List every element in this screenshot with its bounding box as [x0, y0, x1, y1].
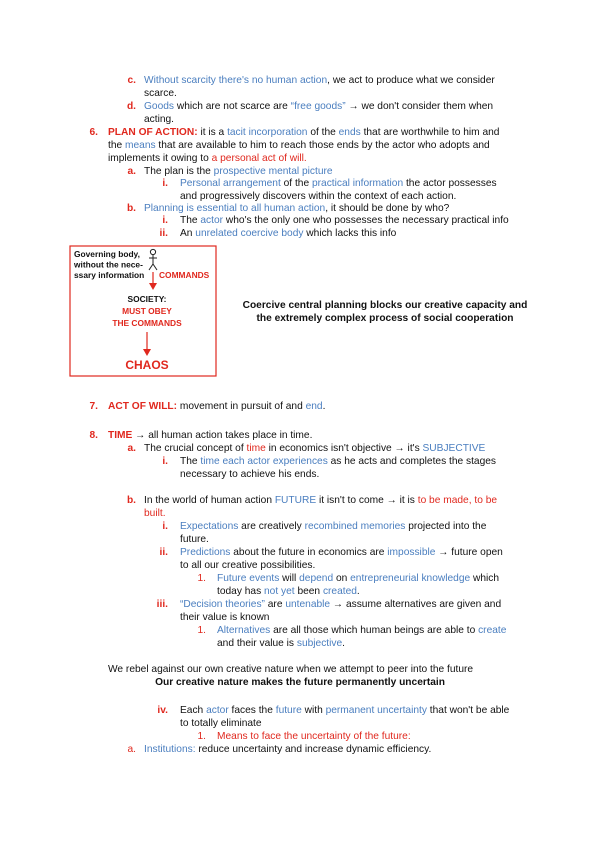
list-marker: 1.	[197, 573, 206, 584]
list-marker: d.	[126, 101, 136, 112]
red-text: Means to face the uncertainty of the future:	[217, 731, 411, 742]
list-marker: i.	[162, 178, 168, 189]
highlight-text: time each actor experiences	[200, 456, 328, 467]
text: .	[322, 401, 326, 412]
text: → all human action takes place in time.	[132, 430, 313, 441]
text: , we act to produce what we consider	[327, 75, 495, 86]
highlight-text: end	[305, 401, 323, 412]
text: necessary to achieve his ends.	[180, 469, 320, 480]
highlight-text: Without scarcity there's no human action	[144, 75, 328, 86]
highlight-text: FUTURE	[274, 495, 317, 506]
text: in economics isn't objective → it's	[265, 443, 423, 454]
highlight-text: Institutions:	[144, 744, 196, 755]
highlight-text: SUBJECTIVE	[422, 443, 486, 454]
list-item-8b	[144, 494, 554, 520]
text: are	[264, 599, 286, 610]
text: → future open	[435, 547, 503, 558]
person-icon-leg-right	[153, 264, 157, 270]
highlight-text: “Decision theories”	[180, 599, 265, 610]
list-item-6ai	[180, 177, 550, 203]
commands-label: COMMANDS	[159, 270, 210, 280]
person-icon-leg-left	[149, 264, 153, 270]
caption-line: Coercive central planning blocks our creative capacity and	[242, 300, 528, 311]
text: movement in pursuit of and	[177, 401, 306, 412]
highlight-text: actor	[200, 215, 224, 226]
highlight-text: ends	[338, 127, 361, 138]
list-item-8ai	[180, 455, 550, 481]
highlight-text: Predictions	[180, 547, 231, 558]
text: are creatively	[238, 521, 305, 532]
text: Each	[180, 705, 207, 716]
list-marker: a.	[127, 443, 136, 454]
list-item-8biv1	[217, 730, 557, 743]
governing-line1: Governing body,	[74, 249, 140, 259]
list-item-d	[144, 100, 544, 126]
list-item-8biii	[180, 598, 550, 624]
text: scarce.	[144, 88, 177, 99]
section-title: ACT OF WILL:	[108, 401, 178, 412]
text: .	[356, 586, 360, 597]
text: → assume alternatives are given and	[330, 599, 502, 610]
text: The	[180, 215, 201, 226]
highlight-text: Planning is essential to all human action	[144, 203, 326, 214]
list-item-8	[108, 429, 548, 442]
list-item-8biv	[180, 704, 560, 730]
text: and progressively discovers within the context of each action.	[180, 191, 457, 202]
rebel-statement: We rebel against our own creative nature when we attempt to peer into the future	[108, 664, 474, 675]
list-item-8bii1	[217, 572, 557, 598]
list-marker: 8.	[89, 430, 98, 441]
highlight-text: “free goods”	[290, 101, 346, 112]
text: → we don't consider them when	[345, 101, 494, 112]
text: about the future in economics are	[230, 547, 388, 558]
highlight-text: Future events	[217, 573, 280, 584]
text: which lacks this info	[303, 228, 397, 239]
highlight-text: create	[478, 625, 507, 636]
list-item-6	[108, 126, 548, 165]
text: which	[470, 573, 500, 584]
highlight-text: untenable	[285, 599, 331, 610]
text: future.	[180, 534, 209, 545]
highlight-text: Goods	[144, 101, 175, 112]
text: of the	[307, 127, 339, 138]
list-marker: i.	[162, 521, 168, 532]
governing-line3: ssary information	[74, 270, 145, 280]
highlight-text: unrelated coercive body	[195, 228, 304, 239]
text: and their value is	[217, 638, 297, 649]
list-marker: i.	[162, 215, 168, 226]
list-item-institutions	[144, 743, 554, 756]
diagram-caption	[222, 299, 548, 325]
must-obey-label: MUST OBEY	[122, 306, 172, 316]
red-text: a personal act of will.	[211, 153, 307, 164]
text: that are available to him to reach those ends by the actor who adopts and	[155, 140, 490, 151]
person-icon	[150, 249, 155, 254]
highlight-text: not yet	[264, 586, 295, 597]
list-item-6bii	[180, 227, 560, 240]
highlight-text: future	[275, 705, 302, 716]
list-marker: c.	[127, 75, 136, 86]
highlight-text: prospective mental picture	[213, 166, 333, 177]
text: with	[301, 705, 326, 716]
arrow-head-icon	[143, 349, 151, 356]
text: projected into the	[405, 521, 487, 532]
list-item-8bi	[180, 520, 550, 546]
section-title: PLAN OF ACTION:	[108, 127, 198, 138]
caption-line: the extremely complex process of social cooperation	[256, 313, 514, 324]
governing-line2: without the nece-	[74, 259, 143, 270]
list-marker: i.	[162, 456, 168, 467]
text: that won't be able	[426, 705, 510, 716]
list-marker: a.	[127, 744, 136, 755]
text: on	[333, 573, 351, 584]
list-item-7	[108, 400, 548, 413]
list-marker: ii.	[159, 547, 168, 558]
highlight-text: actor	[206, 705, 229, 716]
text: who's the only one who possesses the necessary practical info	[223, 215, 509, 226]
text: will	[279, 573, 300, 584]
text: today has	[217, 586, 265, 597]
text: of the	[280, 178, 312, 189]
text: .	[342, 638, 346, 649]
text: it is a	[197, 127, 228, 138]
text: their value is known	[180, 612, 270, 623]
text: which are not scarce are	[174, 101, 291, 112]
list-item-8a	[144, 442, 554, 455]
highlight-text: depend	[299, 573, 334, 584]
highlight-text: Personal arrangement	[180, 178, 281, 189]
text: the	[108, 140, 125, 151]
text: The plan is the	[144, 166, 214, 177]
list-item-8biii1	[217, 624, 557, 650]
red-text: built.	[144, 508, 166, 519]
text: The crucial concept of	[144, 443, 247, 454]
text: as he acts and completes the stages	[327, 456, 497, 467]
highlight-text: entrepreneurial knowledge	[350, 573, 471, 584]
section-title: TIME	[108, 430, 133, 441]
highlight-text: impossible	[387, 547, 436, 558]
text: been	[294, 586, 323, 597]
highlight-text: Alternatives	[217, 625, 271, 636]
text: are all those which human beings are able to	[270, 625, 479, 636]
list-marker: iii.	[156, 599, 168, 610]
text: An	[180, 228, 196, 239]
text: that are worthwhile to him and	[360, 127, 500, 138]
text: the actor possesses	[403, 178, 497, 189]
list-marker: a.	[127, 166, 136, 177]
list-marker: b.	[126, 495, 136, 506]
highlight-text: subjective	[296, 638, 343, 649]
chaos-label: CHAOS	[125, 358, 169, 372]
list-marker: 6.	[89, 127, 98, 138]
text: acting.	[144, 114, 175, 125]
list-marker: 1.	[197, 625, 206, 636]
highlight-text: recombined memories	[304, 521, 406, 532]
list-marker: 7.	[89, 401, 98, 412]
text: implements it owing to	[108, 153, 212, 164]
red-text: to be made, to be	[417, 495, 498, 506]
list-item-c	[144, 74, 544, 100]
text: faces the	[228, 705, 276, 716]
society-label: SOCIETY:	[127, 294, 167, 304]
text: to all our creative possibilities.	[180, 560, 316, 571]
chaos-diagram	[68, 244, 220, 378]
highlight-text: means	[125, 140, 156, 151]
text: In the world of human action	[144, 495, 275, 506]
list-marker: iv.	[157, 705, 168, 716]
text: , it should be done by who?	[325, 203, 450, 214]
uncertain-statement: Our creative nature makes the future permanently uncertain	[155, 677, 445, 688]
text: it isn't to come → it is	[316, 495, 418, 506]
arrow-head-icon	[149, 283, 157, 290]
text: reduce uncertainty and increase dynamic efficiency.	[195, 744, 432, 755]
highlight-text: tacit incorporation	[227, 127, 308, 138]
list-item-8bii	[180, 546, 550, 572]
list-item-6bi	[180, 214, 560, 227]
commands-obey-label: THE COMMANDS	[112, 318, 182, 328]
red-text: time	[246, 443, 266, 454]
highlight-text: Expectations	[180, 521, 239, 532]
list-marker: ii.	[159, 228, 168, 239]
highlight-text: permanent uncertainty	[325, 705, 427, 716]
text: The	[180, 456, 201, 467]
text: to totally eliminate	[180, 718, 262, 729]
list-marker: b.	[126, 203, 136, 214]
highlight-text: created	[322, 586, 357, 597]
highlight-text: practical information	[311, 178, 404, 189]
list-marker: 1.	[197, 731, 206, 742]
